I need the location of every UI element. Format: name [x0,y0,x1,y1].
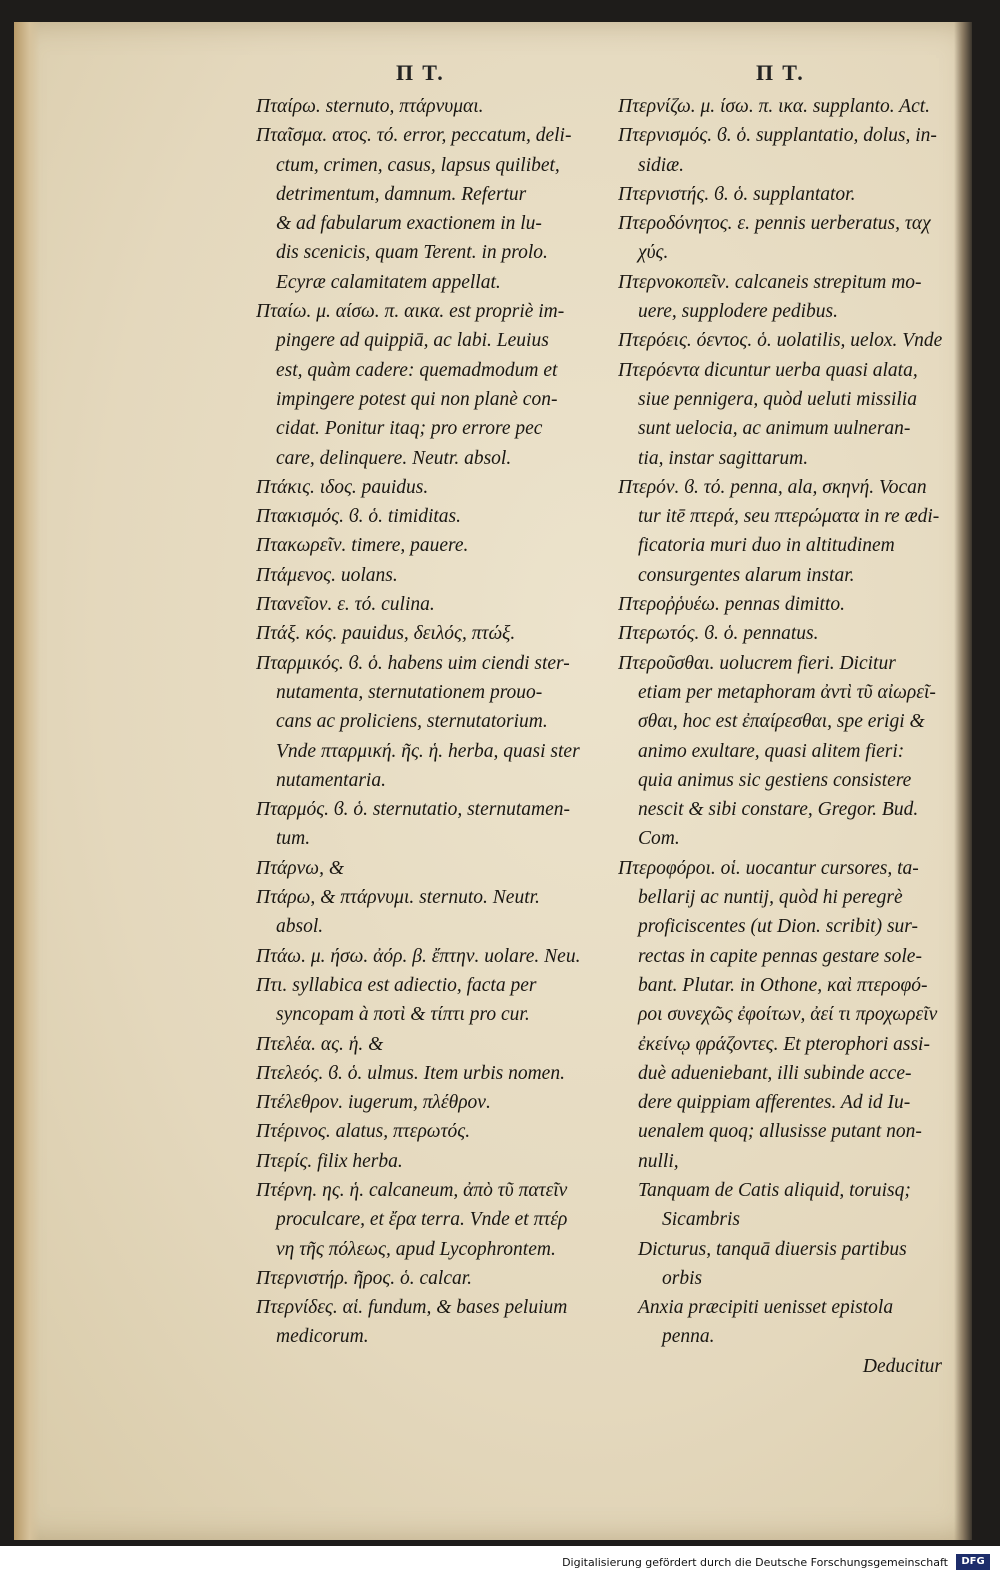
text-line: Πτεροῤῥυέω. pennas dimitto. [618,594,845,616]
text-line: uenalem quoq; allusisse putant non- [638,1121,922,1143]
text-line: Πτερνοκοπεῖν. calcaneis strepitum mo- [618,271,922,293]
text-line: tum. [276,828,311,850]
text-line: cidat. Ponitur itaq; pro errore pec [276,418,543,440]
text-line: Πτερόν. ϐ. τό. penna, ala, σκηνή. Vocan [618,476,927,498]
text-line: Πτάμενος. uolans. [256,564,398,586]
text-line: Πταίρω. sternuto, πτάρνυμαι. [256,96,484,117]
text-line: νη τῆς πόλεως, apud Lycophrontem. [276,1238,556,1260]
text-line: Πτερόεις. όεντος. ὁ. uolatilis, uelox. Vnde [618,330,943,352]
text-line: siue pennigera, quòd ueluti missilia [638,388,917,410]
text-line: est, quàm cadere: quemadmodum et [276,359,558,381]
text-line: syncopam à ποτὶ & τίπτι pro cur. [276,1004,530,1026]
digitization-footer [0,1546,1000,1592]
text-line: Vnde πταρμική. ῆς. ἡ. herba, quasi ster [276,740,580,762]
text-line: Πταρμικός. ϐ. ὁ. habens uim ciendi ster- [256,652,570,674]
text-line: Πτερνιστής. ϐ. ὁ. supplantator. [618,183,856,205]
text-line: Πτερνίδες. αἱ. fundum, & bases peluium [256,1297,568,1319]
text-line: Πτερνισμός. ϐ. ὁ. supplantatio, dolus, in- [618,125,937,147]
text-line: duè adueniebant, illi subinde acce- [638,1062,912,1084]
text-line: nulli, [638,1150,679,1172]
text-line: ροι συνεχῶς ἐφοίτων, ἀεί τι προχωρεῖν [638,1004,938,1026]
text-line: absol. [276,916,324,938]
text-line: Πτέλεθρον. iugerum, πλέθρον. [256,1092,491,1114]
text-line: Com. [638,828,680,850]
running-header-left: Π Τ. [396,60,445,85]
text-line: proficiscentes (ut Dion. scribit) sur- [638,916,918,938]
book-page [14,22,972,1540]
text-line: Πτεροῦσθαι. uolucrem fieri. Dicitur [618,652,896,674]
text-line: Πτερνίζω. μ. ίσω. π. ικα. supplanto. Act. [618,96,931,117]
dfg-logo: DFG [956,1554,990,1570]
text-line: animo exultare, quasi alitem fieri: [638,740,905,762]
running-header-right: Π Τ. [756,60,805,85]
left-column [256,92,596,1352]
text-line: nescit & sibi constare, Gregor. Bud. [638,799,919,821]
page-gutter-left [14,22,40,1540]
text-line: uere, supplodere pedibus. [638,301,839,323]
text-line: χύς. [638,242,669,264]
text-line: Πτέρινος. alatus, πτερωτός. [256,1121,471,1143]
quote-line: Sicambris [662,1209,740,1231]
text-line: Πταῖσμα. ατος. τό. error, peccatum, deli- [256,125,572,147]
text-line: cans ac proliciens, sternutatorium. [276,711,548,733]
text-line: Πτακωρεῖν. timere, pauere. [256,535,469,557]
text-line: Πτανεῖον. ε. τό. culina. [256,594,435,616]
text-line: detrimentum, damnum. Refertur [276,183,527,205]
text-line: dere quippiam afferentes. Ad id Iu- [638,1092,911,1114]
text-line: & ad fabularum exactionem in lu- [276,213,542,235]
funding-notice: Digitalisierung gefördert durch die Deutsche Forschungsgemeinschaft [562,1556,948,1569]
text-line: ctum, crimen, casus, lapsus quilibet, [276,154,560,176]
text-line: Πτακισμός. ϐ. ὁ. timiditas. [256,506,461,528]
quote-line: orbis [662,1267,703,1289]
text-line: ἐκείνῳ φράζοντες. Et pterophori assi- [638,1033,930,1055]
text-line: Πτάκις. ιδος. pauidus. [256,476,429,498]
text-line: Πτερίς. filix herba. [256,1150,403,1172]
right-column [618,92,960,1381]
text-line: Πτεροδόνητος. ε. pennis uerberatus, ταχ [618,213,931,235]
text-line: tia, instar sagittarum. [638,447,809,469]
text-line: ficatoria muri duo in altitudinem [638,535,895,557]
text-line: sidiæ. [638,154,685,176]
text-line: nutamenta, sternutationem prouo- [276,681,543,703]
quote-line: penna. [662,1326,715,1348]
quote-line: Dicturus, tanquā diuersis partibus [638,1238,907,1260]
text-line: bant. Plutar. in Othone, καὶ πτεροφό- [638,974,928,996]
text-line: Πτερνιστήρ. ῆρος. ὁ. calcar. [256,1267,473,1289]
text-line: Ecyræ calamitatem appellat. [276,271,501,293]
quote-line: Anxia præcipiti uenisset epistola [638,1297,894,1319]
text-line: consurgentes alarum instar. [638,564,855,586]
text-line: σθαι, hoc est ἐπαίρεσθαι, spe erigi & [638,711,925,733]
text-line: Πτάξ. κός. pauidus, δειλός, πτώξ. [256,623,516,645]
text-line: Πτάω. μ. ήσω. ἀόρ. β. ἔπτην. uolare. Neu. [256,945,581,967]
text-line: care, delinquere. Neutr. absol. [276,447,512,469]
text-line: impingere potest qui non planè con- [276,388,558,410]
text-line: Πτελέα. ας. ἡ. & [256,1033,384,1055]
quote-line: Tanquam de Catis aliquid, toruisq; [638,1179,911,1201]
text-line: medicorum. [276,1326,369,1348]
text-line: proculcare, et ἔρα terra. Vnde et πτέρ [276,1209,568,1231]
text-line: Πτερωτός. ϐ. ὁ. pennatus. [618,623,819,645]
text-line: Πτι. syllabica est adiectio, facta per [256,974,537,996]
text-line: sunt uelocia, ac animum uulneran- [638,418,911,440]
text-line: Πτάρω, & πτάρνυμι. sternuto. Neutr. [256,887,540,909]
text-line: nutamentaria. [276,769,386,791]
text-line: Πταίω. μ. αίσω. π. αικα. est propriè im- [256,301,565,323]
text-line: Πταρμός. ϐ. ὁ. sternutatio, sternutamen- [256,799,570,821]
text-line: rectas in capite pennas gestare sole- [638,945,922,967]
text-line: tur itē πτερά, seu πτερώματα in re ædi- [638,506,940,528]
text-line: Πτεροφόροι. οἱ. uocantur cursores, ta- [618,857,919,879]
text-line: dis scenicis, quam Terent. in prolo. [276,242,548,264]
text-line: Πτάρνω, & [256,857,344,879]
text-line: etiam per metaphoram ἀντὶ τῦ αἰωρεῖ- [638,681,936,703]
text-line: Πτέρνη. ης. ἡ. calcaneum, ἀπὸ τῦ πατεῖν [256,1179,568,1201]
text-line: pingere ad quippiā, ac labi. Leuius [276,330,549,352]
text-line: Πτερόεντα dicuntur uerba quasi alata, [618,359,918,381]
text-line: quia animus sic gestiens consistere [638,769,912,791]
text-line: bellarij ac nuntij, quòd hi peregrè [638,887,903,909]
catchword: Deducitur [862,1355,942,1377]
text-line: Πτελεός. ϐ. ὁ. ulmus. Item urbis nomen. [256,1062,565,1084]
